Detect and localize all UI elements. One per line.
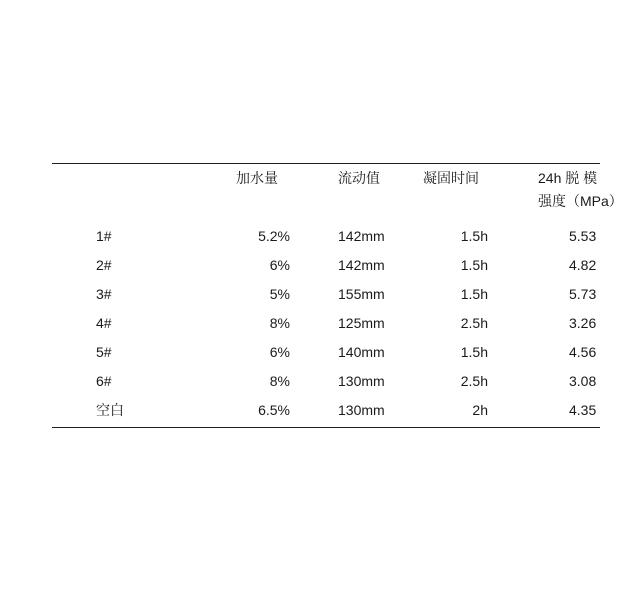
cell-water: 8% — [269, 315, 290, 331]
cell-strength: 3.08 — [569, 373, 597, 389]
cell-id: 6# — [96, 373, 112, 389]
cell-id: 3# — [96, 286, 112, 302]
cell-flow: 142mm — [338, 257, 385, 273]
header-water: 加水量 — [236, 170, 278, 186]
cell-water: 5.2% — [258, 228, 290, 244]
cell-water: 8% — [269, 373, 290, 389]
cell-set-time: 2.5h — [460, 373, 488, 389]
cell-id: 4# — [96, 315, 112, 331]
cell-set-time: 1.5h — [460, 228, 488, 244]
cell-flow: 130mm — [338, 373, 385, 389]
header-set-time: 凝固时间 — [423, 170, 479, 186]
cell-set-time: 2h — [472, 402, 488, 418]
cell-strength: 5.73 — [569, 286, 597, 302]
cell-flow: 130mm — [338, 402, 385, 418]
table-bottom-rule — [52, 427, 600, 428]
cell-set-time: 1.5h — [460, 257, 488, 273]
header-flow: 流动值 — [338, 170, 380, 186]
cell-flow: 155mm — [338, 286, 385, 302]
header-strength-line1: 24h 脱 模 — [538, 170, 598, 186]
cell-strength: 5.53 — [569, 228, 597, 244]
table-top-rule — [52, 163, 600, 164]
cell-strength: 3.26 — [569, 315, 597, 331]
cell-set-time: 2.5h — [460, 315, 488, 331]
cell-id: 5# — [96, 344, 112, 360]
cell-id: 2# — [96, 257, 112, 273]
cell-water: 6.5% — [258, 402, 290, 418]
header-strength-line2: 强度（MPa） — [538, 193, 623, 209]
cell-water: 5% — [269, 286, 290, 302]
cell-flow: 142mm — [338, 228, 385, 244]
cell-strength: 4.35 — [569, 402, 597, 418]
cell-flow: 140mm — [338, 344, 385, 360]
cell-set-time: 1.5h — [460, 344, 488, 360]
cell-set-time: 1.5h — [460, 286, 488, 302]
cell-strength: 4.82 — [569, 257, 597, 273]
cell-flow: 125mm — [338, 315, 385, 331]
cell-water: 6% — [269, 344, 290, 360]
cell-water: 6% — [269, 257, 290, 273]
cell-strength: 4.56 — [569, 344, 597, 360]
cell-id: 空白 — [96, 402, 124, 418]
cell-id: 1# — [96, 228, 112, 244]
